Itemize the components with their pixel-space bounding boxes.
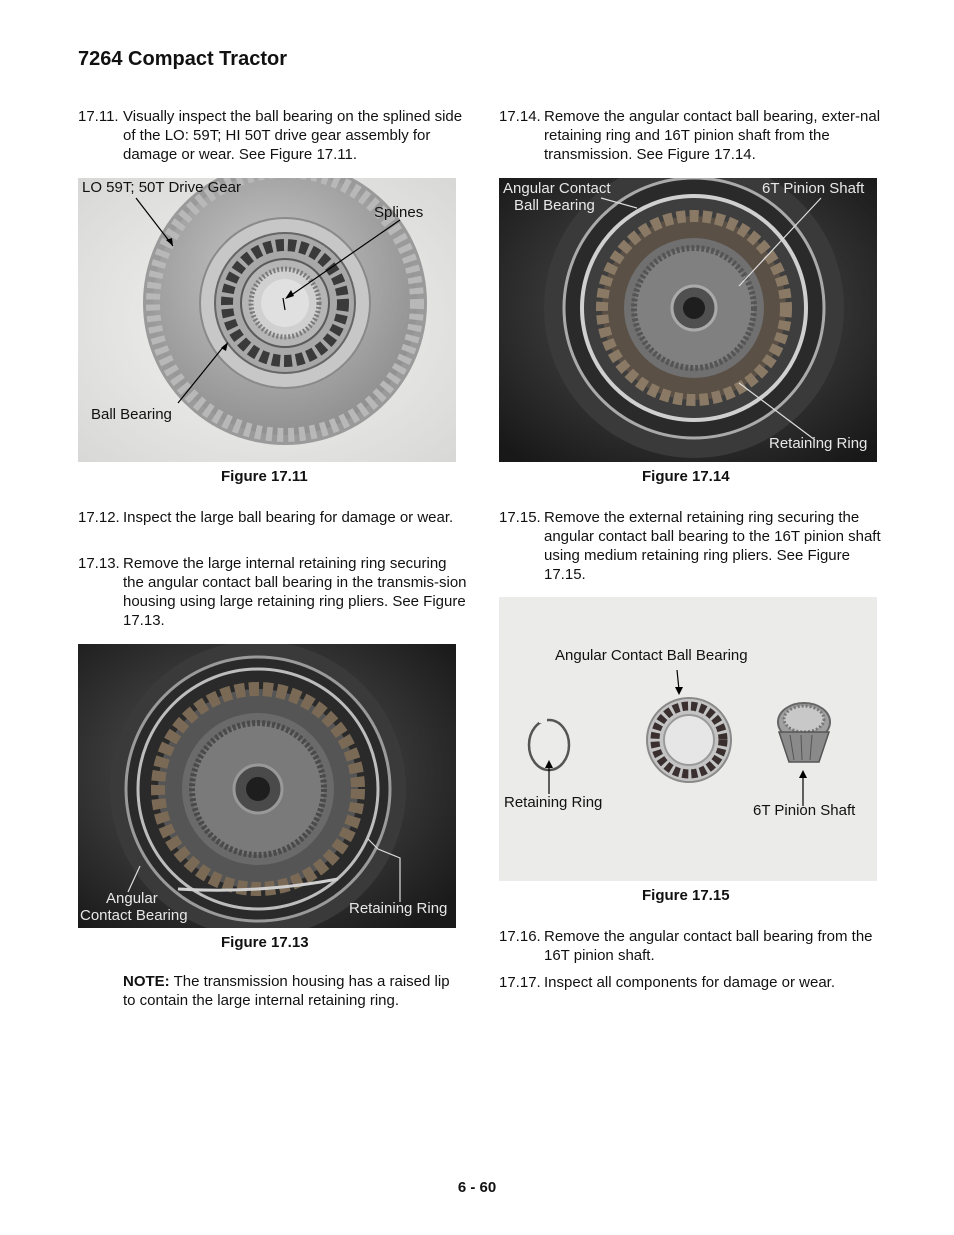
step-number: 17.13. — [78, 555, 120, 572]
label-angular-contact: Angular Contact — [503, 180, 611, 197]
label-pinion-shaft: 6T Pinion Shaft — [753, 802, 856, 819]
step-17-15 — [499, 508, 889, 584]
label-ball-bearing: Ball Bearing — [91, 406, 172, 423]
step-17-17 — [499, 973, 889, 992]
step-number: 17.12. — [78, 509, 120, 526]
figure-17-11-caption: Figure 17.11 — [221, 468, 308, 485]
step-number: 17.11. — [78, 108, 119, 125]
figure-17-15-caption: Figure 17.15 — [642, 887, 730, 904]
label-contact-bearing: Contact Bearing — [80, 907, 188, 924]
step-17-14 — [499, 107, 889, 164]
step-text: Inspect the large ball bearing for damage or wear. — [123, 509, 454, 526]
step-number: 17.14. — [499, 108, 541, 125]
page-title: 7264 Compact Tractor — [78, 48, 287, 70]
figure-17-13-photo — [78, 644, 456, 928]
step-17-16 — [499, 927, 889, 965]
note-block — [123, 972, 453, 1010]
figure-17-11-photo — [78, 178, 456, 462]
note-text: The transmission housing has a raised lip to contain the large internal retaining ring. — [123, 973, 450, 1009]
step-number: 17.17. — [499, 974, 541, 991]
step-text: Remove the large internal retaining ring securing the angular contact ball bearing in the transmis-sion housing using large retaining ring pliers. See Figure 17.13. — [123, 555, 467, 629]
figure-17-14-photo — [499, 178, 877, 462]
figure-17-13-caption: Figure 17.13 — [221, 934, 309, 951]
note-label: NOTE: — [123, 973, 170, 990]
label-ball-bearing: Ball Bearing — [514, 197, 595, 214]
label-retaining-ring: Retaining Ring — [349, 900, 448, 917]
step-number: 17.15. — [499, 509, 541, 526]
label-angular-contact-ball-bearing: Angular Contact Ball Bearing — [555, 647, 748, 664]
step-text: Remove the angular contact ball bearing, exter-nal retaining ring and 16T pinion shaft from the transmission. See Figure 17.14. — [544, 108, 881, 163]
figure-17-15-photo — [499, 597, 877, 881]
step-17-13 — [78, 554, 468, 630]
step-text: Remove the angular contact ball bearing from the 16T pinion shaft. — [544, 928, 873, 964]
page-number: 6 - 60 — [457, 1179, 497, 1196]
step-text: Visually inspect the ball bearing on the splined side of the LO: 59T; HI 50T drive gear assembly for damage or wear. See Figure 17.11. — [123, 108, 463, 163]
step-text: Remove the external retaining ring securing the angular contact ball bearing to the 16T pinion shaft using medium retaining ring pliers. See Figure 17.15. — [544, 509, 881, 583]
label-splines: Splines — [374, 204, 424, 221]
label-angular: Angular — [106, 890, 158, 907]
step-17-11 — [78, 107, 468, 164]
step-number: 17.16. — [499, 928, 541, 945]
step-17-12 — [78, 508, 468, 527]
step-text: Inspect all components for damage or wear. — [544, 974, 835, 991]
label-drive-gear: LO 59T; 50T Drive Gear — [82, 179, 241, 196]
label-retaining-ring: Retaining Ring — [769, 435, 868, 452]
label-pinion-shaft: 6T Pinion Shaft — [762, 180, 865, 197]
label-retaining-ring: Retaining Ring — [504, 794, 603, 811]
figure-17-14-caption: Figure 17.14 — [642, 468, 730, 485]
